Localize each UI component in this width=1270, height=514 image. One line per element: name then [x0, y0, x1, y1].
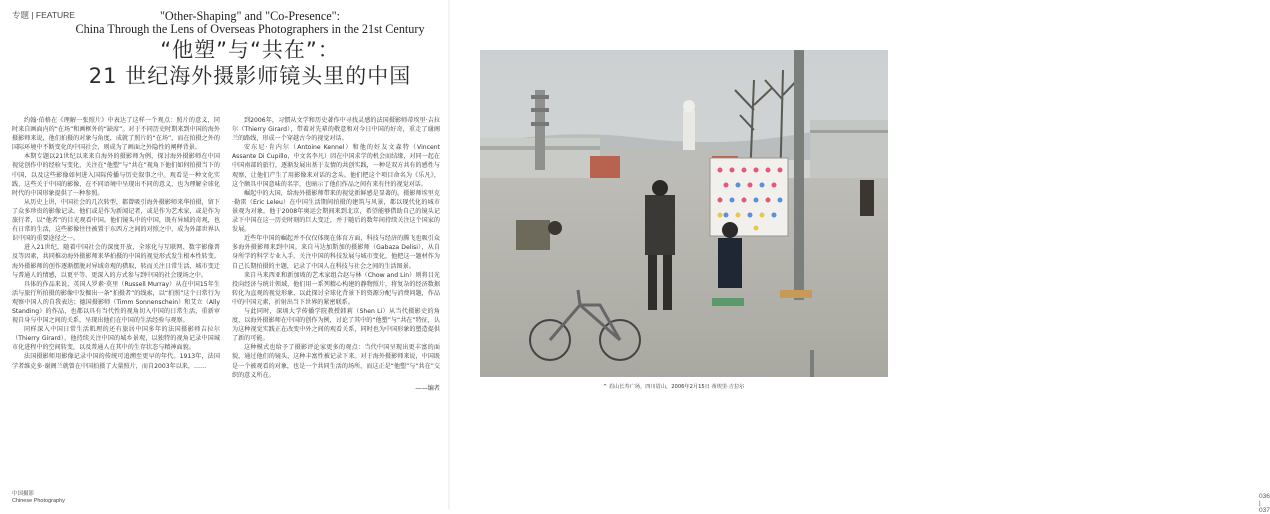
- body-paragraph: 从历史上讲，中国社会的几次转型，都曾吸引海外摄影师来华拍摄，留下了众多珍贵的影像记录。他们或是作为新闻记者，或是作为艺术家，或是作为旅行者，以“他者”的目光观看中国。他们镜头中的中国，既有异域的奇观，也有日常的生活，这些影像往往被置于东西方之间的对照之中，成为外部世界认识中国的重要途径之一。: [12, 198, 220, 243]
- body-paragraph: 安东尼·肯内尔（Antoine Kennel）和他的好友文森特（Vincent Assante Di Cupillo，中文名李凡）因在中国求学的机会而结缘，对同一起在中国南部的旅行，逐渐发展出基于友情的共创实践，一种是双方共有的感性与观察，让他们产生了用影像来对话的念头。他们把这个项目命名为《乐凡》，这个颇具中国意味的名字，也暗示了他们作品之间有来有往的视觉对话。: [232, 144, 440, 188]
- photo-caption: ^ 眉山长寿广场，四川眉山，2006年2月15日 蒂埃里·吉拉尔: [603, 384, 745, 390]
- english-title: [60, 10, 440, 36]
- left-page: [0, 0, 450, 509]
- right-page: [450, 0, 1270, 514]
- body-paragraph: 到2006年，习惯从文学和历史著作中寻找灵感的法国摄影师蒂埃里·吉拉尔（Thierry Girard），带着对先辈的敬意和对今日中国的好奇，重走了谢阁兰的路线，形成一个穿越古今的视觉对话。: [232, 117, 440, 143]
- editor-signature: ——编者: [415, 384, 440, 392]
- magazine-footer: [12, 491, 65, 505]
- body-paragraph: 与此同时，深圳大学传播学院教授韩莉（Shen Li）从当代摄影史的角度，以海外摄影师在中国的创作为例，讨论了其中的“他塑”与“共在”特征，认为这种视觉实践正在改变中外之间的观看关系，同时也为中国形象的塑造提供了新的可能。: [232, 307, 440, 343]
- body-paragraph: 崛起中的大国，给海外摄影师带来的视觉新鲜感是显著的。摄影师埃里克·勒雷（Eric Leleu）在中国生活期间拍摄的建筑与风景，都以现代化的城市景观为对象，他于2008年奥运会期间来到北京，希望能够借助自己的镜头记录下中国在这一历史时刻的巨大变迁，并于随后的数年间持续关注这个国家的发展。: [232, 189, 440, 234]
- chinese-title-line2: 21 世纪海外摄影师镜头里的中国: [88, 64, 412, 88]
- photo-illustration: [480, 50, 888, 377]
- feature-photo: [480, 50, 888, 377]
- chinese-title-line1: “他塑”与“共在”：: [160, 38, 340, 62]
- body-paragraph: 同样深入中国日常生活肌理的还有旅居中国多年的法国摄影师吉拉尔（Thierry Girard），他持续关注中国的城乡景观，以独特的视角记录中国城市化进程中的空间转变，以及普通人在其中的生存状态与精神面貌。: [12, 326, 220, 352]
- magazine-name-en: Chinese Photography: [12, 498, 65, 504]
- english-title-line2: China Through the Lens of Overseas Photographers in the 21st Century: [75, 22, 425, 36]
- section-label: 专题 | FEATURE: [12, 10, 75, 20]
- page-numbers: 036 | 037: [1259, 493, 1270, 514]
- english-title-line1: "Other-Shaping" and "Co-Presence":: [159, 9, 341, 23]
- body-paragraph: 来自马来西亚和新加坡的艺术家组合赵与林（Chow and Lin）则将目光投向经济与统计领域，他们用一系列精心构建的静物照片，将复杂的经济数据转化为直观的视觉形象，以此探讨全球化背景下的资源分配与消费问题，作品中的中国元素，折射出当下世界的紧密联系。: [232, 271, 440, 306]
- body-column-2: [232, 116, 440, 481]
- body-paragraph: 进入21世纪，随着中国社会的深度开放，全球化与互联网、数字影像普及等因素，共同推动海外摄影师来华拍摄的中国的视觉形式发生根本性转变。海外摄影师的创作逐渐摆脱对异域奇观的猎取，转而关注日常生活、城市变迁与普通人的情感，以更平等、更深入的方式参与到中国的社会现场之中。: [12, 244, 220, 279]
- body-paragraph: 法国摄影师用影像记录中国的传统可追溯至更早的年代。1913年，法国学者维克多·谢阁兰就曾在中国拍摄了大量照片，而自2003年以来，……: [12, 353, 220, 370]
- body-columns: [12, 116, 440, 481]
- body-column-1: [12, 116, 220, 481]
- body-paragraph: 约翰·伯格在《理解一张照片》中表达了这样一个观点：照片的意义，同时来自画面内的“在场”和画框外的“缺席”。对于不同历史时期来到中国的海外摄影师来说，他们拍摄的对象与角度，成就了照片的“在场”，而在拍摄之外的国际环境中不断变化的中国社会，则成为了画面之外隐性的阐释背景。: [12, 117, 220, 152]
- body-paragraph: 具体的作品来说，英国人罗素·莫里（Russell Murray）从在中国15年生活与旅行所拍摄的影像中发掘出一条“拍摄者”的线索，以“拍照”这个日常行为观察中国人的自我表达；德国摄影师（Timm Sonnenschein）和艾立（Ally Standing）的作品，也都以具有当代性的视角切入中国的日常生活，重新审视自身与中国之间的关系，呈现出他们在中国的生活经验与观察。: [12, 280, 220, 325]
- body-paragraph: 本期专题以21世纪以来来自海外的摄影师为例，探讨海外摄影师在中国视觉创作中的经验与变化，关注在“他塑”与“共在”视角下他们如何拍摄当下的中国，以及这些影像如何进入国际传播与历史叙事之中。观看是一种文化实践，这些关于中国的影像，在不同语境中呈现出不同的意义，也为理解全球化时代的中国形象提供了一种参照。: [12, 153, 220, 197]
- magazine-name-cn: 中国摄影: [12, 491, 35, 497]
- body-paragraph: 近些年中国的崛起并不仅仅体现在体育方面，科技与经济的腾飞也吸引众多海外摄影师来到中国。来自马达加斯加的摄影师（Gabaza Delisi），从自身所学的科学专业入手，关注中国的科技发展与城市变化，他把这一题材作为自己长期拍摄的主题，记录了中国人在科技与社会之间的生活图景。: [232, 235, 440, 270]
- body-paragraph: 这种模式也给予了摄影评论家更多的观点：当代中国呈现出更丰富的面貌，通过他们的镜头，这种丰富性被记录下来。对于海外摄影师来说，中国既是一个被观看的对象，也是一个共同生活的场所，而这正是“他塑”与“共在”交织的意义所在。: [232, 344, 440, 379]
